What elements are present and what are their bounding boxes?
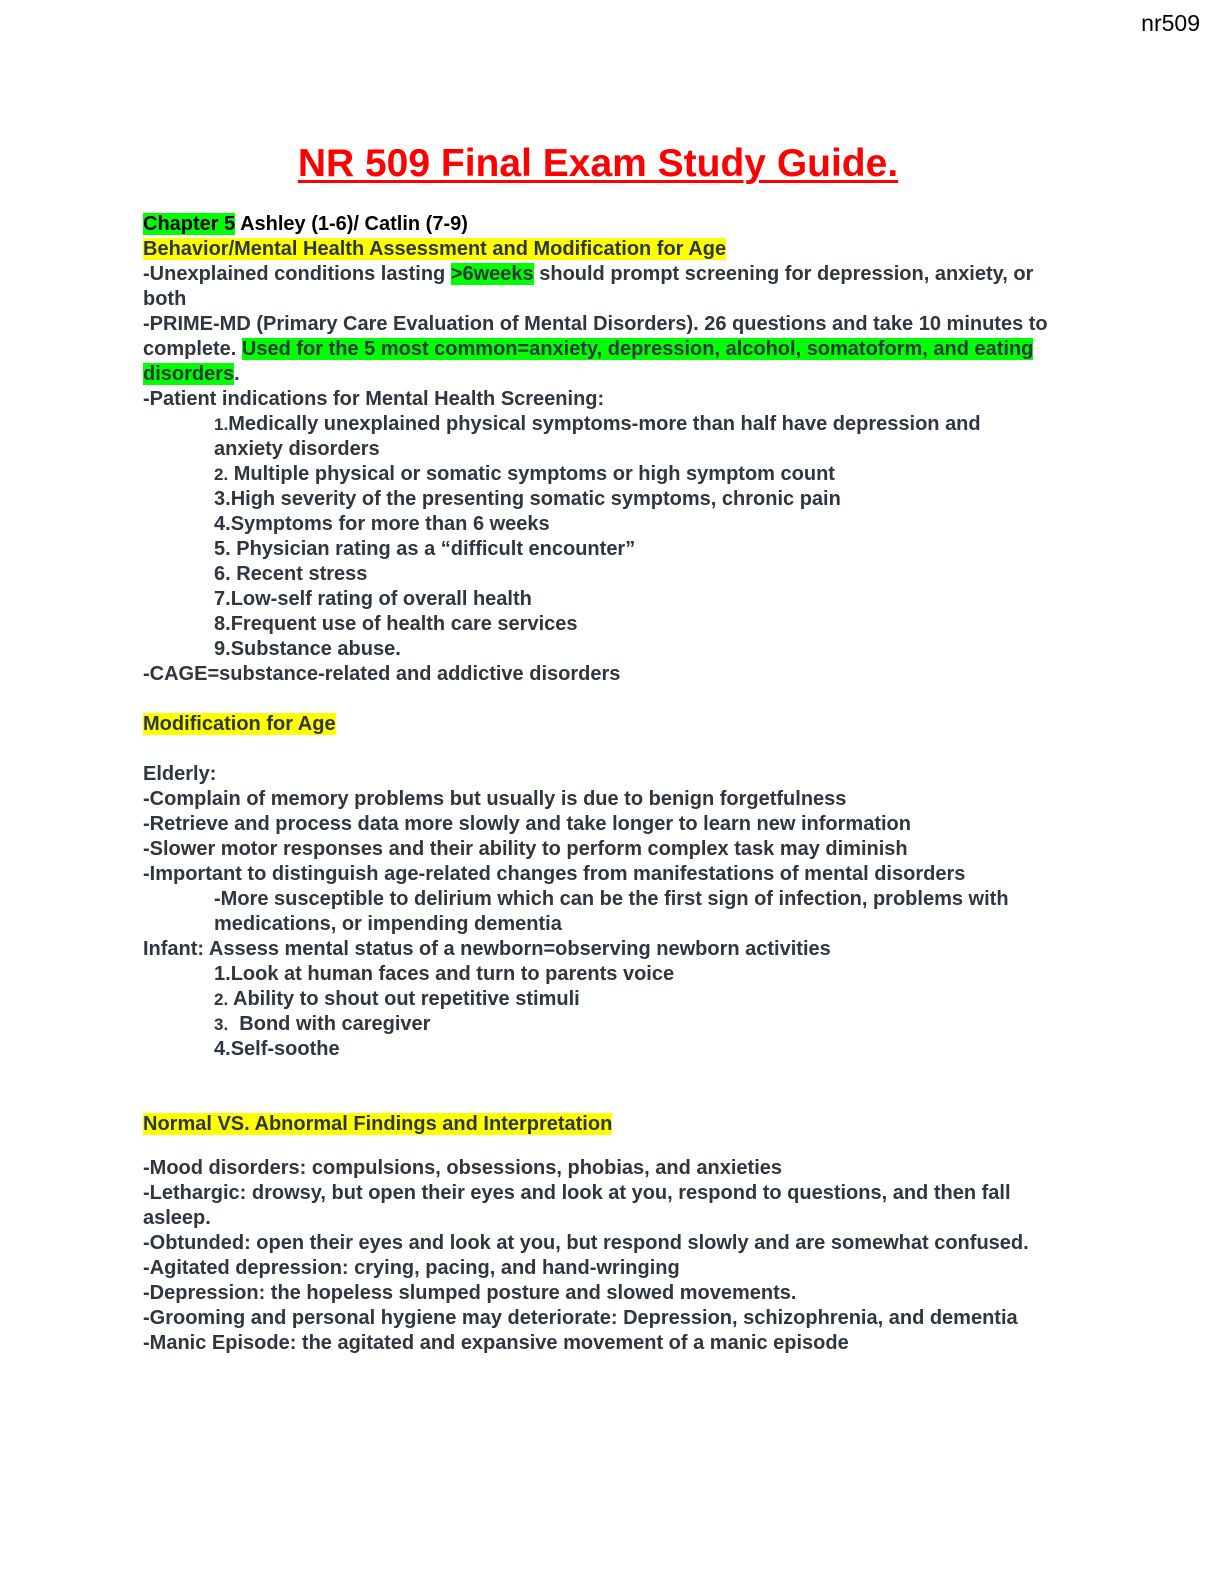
list-text: Physician rating as a “difficult encounter” xyxy=(230,538,636,560)
chapter-assignees: Ashley (1-6)/ Catlin (7-9) xyxy=(235,213,468,235)
text: -Unexplained conditions lasting xyxy=(143,263,451,285)
paragraph: -CAGE=substance-related and addictive disorders xyxy=(143,663,621,685)
paragraph: Infant: Assess mental status of a newborn=observing newborn activities xyxy=(143,938,831,960)
header-code: nr509 xyxy=(1141,10,1200,36)
list-text: Symptoms for more than 6 weeks xyxy=(230,513,550,535)
paragraph: -Retrieve and process data more slowly and take longer to learn new information xyxy=(143,813,911,835)
list-item xyxy=(143,587,1055,612)
list-number: 1. xyxy=(214,963,231,985)
text: should prompt screening for depression, anxiety, or both xyxy=(143,263,1034,310)
list-item xyxy=(143,612,1055,637)
list-item xyxy=(143,987,1055,1012)
paragraph: -Important to distinguish age-related changes from manifestations of mental disorders xyxy=(143,863,966,885)
list-item xyxy=(143,1012,1055,1037)
list-number: 4. xyxy=(214,513,231,535)
list-text: Multiple physical or somatic symptoms or high symptom count xyxy=(228,463,835,485)
section-heading-text: Normal VS. Abnormal Findings and Interpretation xyxy=(143,1113,613,1135)
list-item xyxy=(143,1037,1055,1062)
section-heading-text: Modification for Age xyxy=(143,713,336,735)
list-text: Substance abuse. xyxy=(230,638,401,660)
list-text: High severity of the presenting somatic symptoms, chronic pain xyxy=(230,488,841,510)
paragraph: -Grooming and personal hygiene may deteriorate: Depression, schizophrenia, and dementia xyxy=(143,1307,1018,1329)
infant-list xyxy=(143,962,1055,1062)
section-heading xyxy=(143,1112,1055,1137)
list-number: 3. xyxy=(214,1015,229,1034)
list-number: 2. xyxy=(214,990,229,1009)
paragraph: -Lethargic: drowsy, but open their eyes and look at you, respond to questions, and then fall asleep. xyxy=(143,1182,1011,1229)
indications-list xyxy=(143,412,1055,662)
list-item xyxy=(143,562,1055,587)
list-number: 7. xyxy=(214,588,231,610)
text: -PRIME-MD (Primary Care Evaluation of Mental Disorders). 26 questions and take 10 minutes to complete. xyxy=(143,313,1048,360)
paragraph xyxy=(143,312,1055,387)
list-text: Self-soothe xyxy=(230,1038,340,1060)
chapter-line xyxy=(143,212,1055,237)
paragraph xyxy=(143,262,1055,312)
paragraph: -Slower motor responses and their ability to perform complex task may diminish xyxy=(143,838,908,860)
list-text: Bond with caregiver xyxy=(228,1013,431,1035)
subheading: Elderly: xyxy=(143,763,217,785)
paragraph: -Patient indications for Mental Health Screening: xyxy=(143,388,605,410)
chapter-label: Chapter 5 xyxy=(143,213,236,235)
paragraph: -Depression: the hopeless slumped posture and slowed movements. xyxy=(143,1282,797,1304)
paragraph: -Mood disorders: compulsions, obsessions, phobias, and anxieties xyxy=(143,1157,783,1179)
list-number: 4. xyxy=(214,1038,231,1060)
list-number: 1. xyxy=(214,415,229,434)
list-number: 8. xyxy=(214,613,231,635)
list-text: Medically unexplained physical symptoms-more than half have depression and anxiety disorders xyxy=(214,413,981,460)
paragraph: -Manic Episode: the agitated and expansive movement of a manic episode xyxy=(143,1332,849,1354)
paragraph: -Obtunded: open their eyes and look at you, but respond slowly and are somewhat confused. xyxy=(143,1232,1029,1254)
list-item xyxy=(143,412,1055,462)
paragraph: -More susceptible to delirium which can be the first sign of infection, problems with medications, or impending dementia xyxy=(214,888,1009,935)
highlight: >6weeks xyxy=(450,263,534,285)
paragraph: -Agitated depression: crying, pacing, and hand-wringing xyxy=(143,1257,680,1279)
list-item xyxy=(143,637,1055,662)
list-text: Look at human faces and turn to parents voice xyxy=(230,963,675,985)
section-heading xyxy=(143,237,1055,262)
highlight: Used for the 5 most common=anxiety, depression, alcohol, somatoform, and eating disorders xyxy=(143,338,1034,385)
paragraph: -Complain of memory problems but usually is due to benign forgetfulness xyxy=(143,788,847,810)
list-number: 6. xyxy=(214,563,231,585)
list-item xyxy=(143,487,1055,512)
page-title: NR 509 Final Exam Study Guide. xyxy=(297,142,899,185)
document-body xyxy=(143,212,1055,1356)
list-number: 2. xyxy=(214,465,229,484)
section-heading xyxy=(143,712,1055,737)
section-heading-text: Behavior/Mental Health Assessment and Modification for Age xyxy=(143,238,727,260)
list-text: Ability to shout out repetitive stimuli xyxy=(228,988,580,1010)
list-number: 3. xyxy=(214,488,231,510)
list-item xyxy=(143,462,1055,487)
list-number: 5. xyxy=(214,538,231,560)
list-item xyxy=(143,962,1055,987)
text: . xyxy=(234,363,240,385)
list-number: 9. xyxy=(214,638,231,660)
list-text: Recent stress xyxy=(230,563,368,585)
list-item xyxy=(143,537,1055,562)
list-text: Low-self rating of overall health xyxy=(230,588,532,610)
list-item xyxy=(143,512,1055,537)
list-text: Frequent use of health care services xyxy=(230,613,578,635)
